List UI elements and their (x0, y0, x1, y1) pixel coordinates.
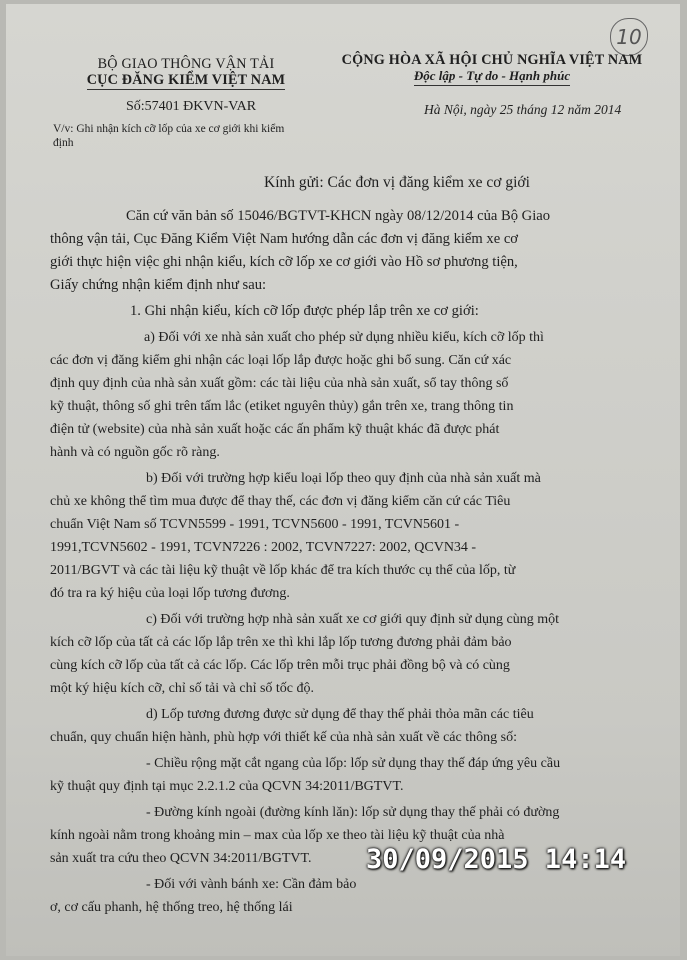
body-line: 1991,TCVN5602 - 1991, TCVN7226 : 2002, TCVN7227: 2002, QCVN34 - (50, 540, 477, 555)
body-line: hành và có nguồn gốc rõ ràng. (50, 445, 220, 460)
header-left (66, 56, 306, 90)
body-line: 2011/BGVT và các tài liệu kỹ thuật về lốp khác để tra kích thước cụ thể của lốp, từ (50, 563, 516, 578)
document-page (6, 4, 680, 956)
nation-title: CỘNG HÒA XÃ HỘI CHỦ NGHĨA VIỆT NAM (341, 52, 643, 68)
body-line: điện tử (website) của nhà sản xuất hoặc các ấn phẩm kỹ thuật khác đã được phát (50, 422, 500, 437)
body-line: kích cỡ lốp của tất cả các lốp lắp trên xe thì khi lắp lốp tương đương phải đảm bảo (50, 635, 512, 650)
body-line: chuẩn, quy chuẩn hiện hành, phù hợp với thiết kế của nhà sản xuất về các thông số: (50, 730, 517, 745)
department-name: CỤC ĐĂNG KIỂM VIỆT NAM (86, 72, 286, 88)
body-line: kỹ thuật, thông số ghi trên tấm lắc (etiket nguyên thủy) gắn trên xe, trang thông tin (50, 399, 514, 414)
body-line: ơ, cơ cấu phanh, hệ thống treo, hệ thống lái (50, 900, 293, 915)
document-date: Hà Nội, ngày 25 tháng 12 năm 2014 (424, 102, 622, 117)
motto: Độc lập - Tự do - Hạnh phúc (324, 68, 660, 86)
body-line: d) Lốp tương đương được sử dụng để thay thế phải thỏa mãn các tiêu (146, 707, 534, 722)
body-line: định quy định của nhà sản xuất gồm: các tài liệu của nhà sản xuất, sổ tay thông số (50, 376, 509, 391)
body-line: sản xuất tra cứu theo QCVN 34:2011/BGTVT. (50, 851, 312, 866)
body-line: đó tra ra ký hiệu của loại lốp tương đương. (50, 586, 290, 601)
body-line: thông vận tải, Cục Đăng Kiểm Việt Nam hướng dẫn các đơn vị đăng kiểm xe cơ (50, 231, 519, 247)
section-heading: 1. Ghi nhận kiểu, kích cỡ lốp được phép lắp trên xe cơ giới: (130, 303, 479, 319)
body-line: một ký hiệu kích cỡ, chỉ số tải và chỉ số tốc độ. (50, 681, 315, 696)
body-line: các đơn vị đăng kiểm ghi nhận các loại lốp lắp được hoặc ghi bổ sung. Căn cứ xác (50, 353, 512, 368)
body-line: cùng kích cỡ lốp của tất cả các lốp. Các lốp trên mỗi trục phải đồng bộ và có cùng (50, 658, 510, 673)
body-line: - Đường kính ngoài (đường kính lăn): lốp sử dụng thay thế phải có đường (146, 805, 560, 820)
body-line: - Chiều rộng mặt cắt ngang của lốp: lốp sử dụng thay thế đáp ứng yêu cầu (146, 756, 561, 771)
body-line: chuẩn Việt Nam số TCVN5599 - 1991, TCVN5600 - 1991, TCVN5601 - (50, 517, 460, 532)
body-line: kính ngoài nằm trong khoảng min – max của lốp xe theo tài liệu kỹ thuật của nhà (50, 828, 505, 843)
document-number: Số:57401 ĐKVN-VAR (126, 99, 257, 114)
body-line: - Đối với vành bánh xe: Cần đảm bảo (146, 877, 357, 892)
header-right (324, 52, 660, 86)
recipient-line: Kính gửi: Các đơn vị đăng kiểm xe cơ giới (264, 174, 530, 191)
body-line: kỹ thuật quy định tại mục 2.2.1.2 của QCVN 34:2011/BGTVT. (50, 779, 404, 794)
body-line: b) Đối với trường hợp kiểu loại lốp theo quy định của nhà sản xuất mà (146, 471, 541, 486)
body-line: Căn cứ văn bản số 15046/BGTVT-KHCN ngày 08/12/2014 của Bộ Giao (126, 208, 551, 224)
document-subject: V/v: Ghi nhận kích cỡ lốp của xe cơ giới khi kiểm định (53, 123, 285, 149)
body-line: a) Đối với xe nhà sản xuất cho phép sử dụng nhiều kiểu, kích cỡ lốp thì (144, 330, 544, 345)
handwritten-page-number: 10 (610, 18, 648, 56)
body-line: chủ xe không thể tìm mua được để thay thế, các đơn vị đăng kiểm căn cứ các Tiêu (50, 494, 511, 509)
body-line: c) Đối với trường hợp nhà sản xuất xe cơ giới quy định sử dụng cùng một (146, 612, 560, 627)
photo-timestamp: 30/09/2015 14:14 (366, 844, 627, 875)
body-line: Giấy chứng nhận kiểm định như sau: (50, 277, 267, 293)
ministry-name: BỘ GIAO THÔNG VẬN TẢI (97, 56, 275, 72)
body-line: giới thực hiện việc ghi nhận kiểu, kích cỡ lốp xe cơ giới vào Hồ sơ phương tiện, (50, 254, 518, 270)
